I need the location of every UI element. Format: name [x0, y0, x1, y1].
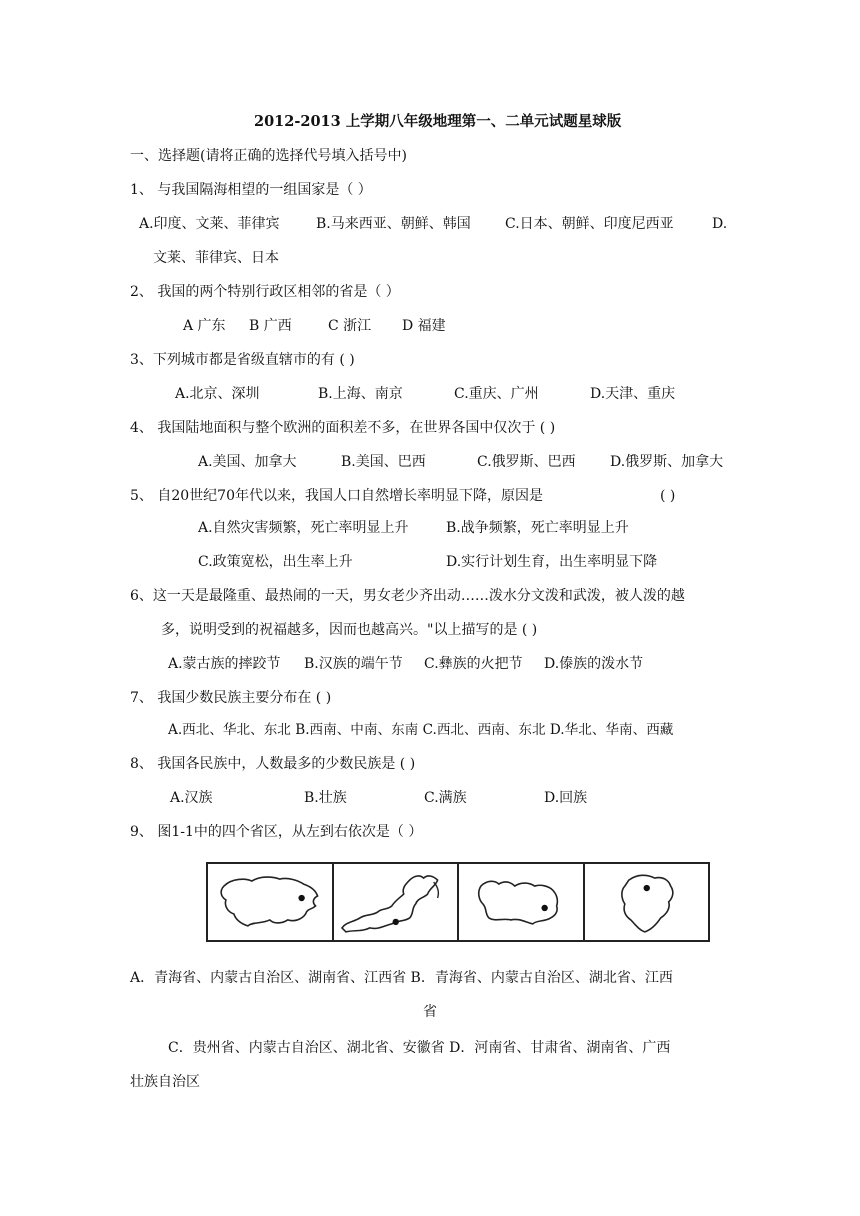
- option-d-text: 文莱、菲律宾、日本: [153, 250, 279, 266]
- province-outline-figure: [206, 862, 710, 942]
- option-c: C.政策宽松，出生率上升: [198, 554, 353, 570]
- province-outline-3: [459, 864, 585, 940]
- option-a: A.北京、深圳: [175, 386, 260, 402]
- question-9-option-d-cont: 壮族自治区: [130, 1074, 200, 1090]
- question-9-option-ab: A．青海省、内蒙古自治区、湖南省、江西省 B．青海省、内蒙古自治区、湖北省、江西: [130, 970, 673, 986]
- province-map-icon: [459, 864, 583, 940]
- option-d: D.回族: [544, 790, 588, 806]
- option-b: B.壮族: [304, 790, 347, 806]
- option-b: B.汉族的端午节: [304, 656, 403, 672]
- question-8-stem: 8、 我国各民族中，人数最多的少数民族是 ( ): [130, 756, 416, 772]
- option-b: B.上海、南京: [318, 386, 403, 402]
- page-title: 2012-2013 上学期八年级地理第一、二单元试题星球版: [254, 113, 622, 130]
- province-map-icon: [334, 864, 458, 940]
- question-2-stem: 2、 我国的两个特别行政区相邻的省是（ ）: [130, 284, 400, 300]
- option-d: D.傣族的泼水节: [544, 656, 644, 672]
- option-a: A.自然灾害频繁，死亡率明显上升: [198, 520, 409, 536]
- question-5-stem: 5、 自20世纪70年代以来，我国人口自然增长率明显下降，原因是: [130, 488, 543, 504]
- option-d: D 福建: [402, 318, 446, 334]
- option-b: B.马来西亚、朝鲜、韩国: [316, 216, 471, 232]
- province-outline-4: [585, 864, 709, 940]
- option-d: D.俄罗斯、加拿大: [610, 454, 724, 470]
- option-a: A.蒙古族的摔跤节: [168, 656, 281, 672]
- question-3-stem: 3、下列城市都是省级直辖市的有 ( ): [130, 352, 355, 368]
- question-7-stem: 7、 我国少数民族主要分布在 ( ): [130, 690, 332, 706]
- option-c: C.日本、朝鲜、印度尼西亚: [505, 216, 674, 232]
- province-outline-1: [208, 864, 334, 940]
- option-c: C 浙江: [328, 318, 372, 334]
- option-c: C.满族: [424, 790, 467, 806]
- answer-paren: ( ): [660, 488, 676, 504]
- question-7-options: A.西北、华北、东北 B.西南、中南、东南 C.西北、西南、东北 D.华北、华南、西藏: [168, 722, 674, 738]
- province-map-icon: [585, 864, 709, 940]
- option-d: D.: [712, 216, 728, 232]
- province-map-icon: [208, 864, 332, 940]
- option-a: A.汉族: [170, 790, 213, 806]
- question-9-option-cd: C．贵州省、内蒙古自治区、湖北省、安徽省 D．河南省、甘肃省、湖南省、广西: [168, 1040, 671, 1056]
- option-b: B.美国、巴西: [341, 454, 426, 470]
- question-4-stem: 4、 我国陆地面积与整个欧洲的面积差不多，在世界各国中仅次于 ( ): [130, 420, 556, 436]
- question-9-stem: 9、 图1-1中的四个省区，从左到右依次是（ ）: [130, 824, 423, 840]
- question-6-stem-cont: 多，说明受到的祝福越多，因而也越高兴。"以上描写的是 ( ): [161, 622, 538, 638]
- province-outline-2: [334, 864, 460, 940]
- option-c: C.重庆、广州: [454, 386, 539, 402]
- option-d: D.天津、重庆: [590, 386, 676, 402]
- option-b: B.战争频繁，死亡率明显上升: [446, 520, 629, 536]
- option-b: B 广西: [249, 318, 292, 334]
- option-c: C.彝族的火把节: [424, 656, 523, 672]
- option-a: A 广东: [183, 318, 226, 334]
- option-a: A.印度、文莱、菲律宾: [139, 216, 280, 232]
- option-c: C.俄罗斯、巴西: [477, 454, 576, 470]
- question-6-stem: 6、这一天是最隆重、最热闹的一天，男女老少齐出动……泼水分文泼和武泼，被人泼的越: [130, 588, 685, 604]
- section-heading: 一、选择题(请将正确的选择代号填入括号中): [130, 148, 407, 164]
- question-9-option-b-cont: 省: [423, 1004, 437, 1020]
- option-d: D.实行计划生育，出生率明显下降: [446, 554, 658, 570]
- option-a: A.美国、加拿大: [198, 454, 297, 470]
- question-1-stem: 1、 与我国隔海相望的一组国家是（ ）: [130, 182, 372, 198]
